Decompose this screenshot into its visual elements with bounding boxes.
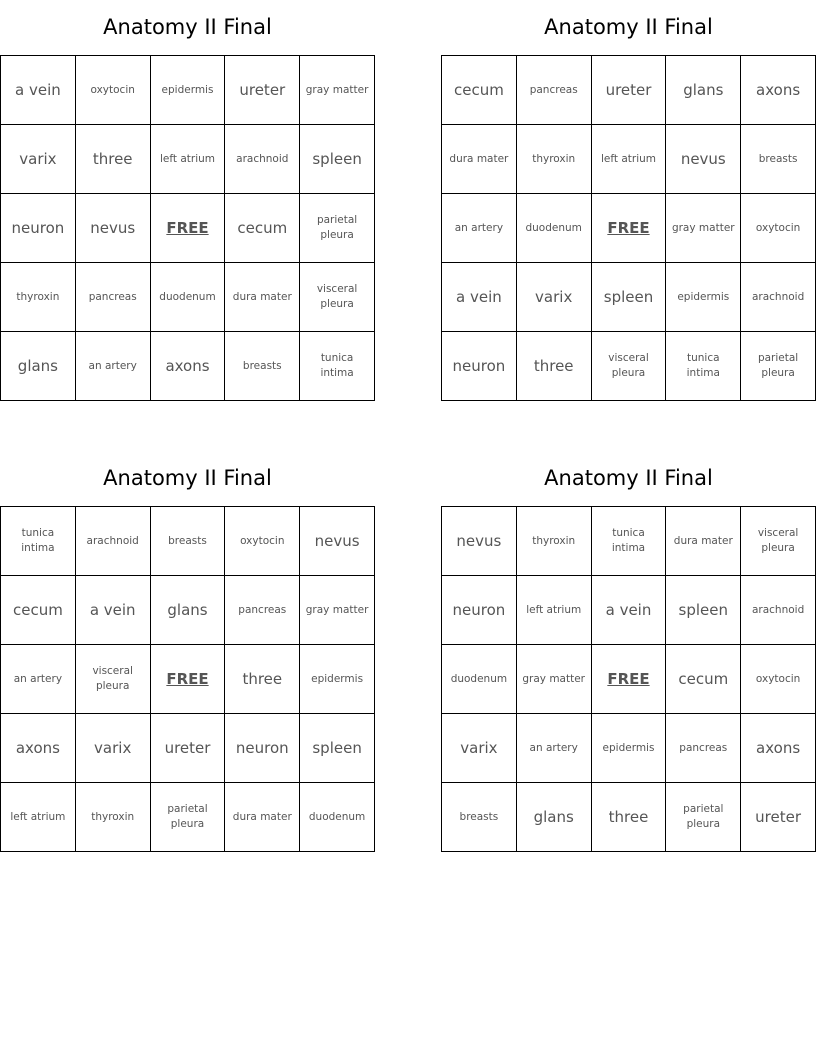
card-title: Anatomy II Final: [544, 466, 713, 490]
free-space: FREE: [151, 645, 226, 714]
bingo-cell: visceral pleura: [300, 263, 375, 332]
bingo-cell: neuron: [442, 332, 517, 401]
bingo-cell: visceral pleura: [741, 507, 816, 576]
bingo-cell: pancreas: [76, 263, 151, 332]
bingo-grid: [0, 506, 375, 852]
bingo-cell: three: [225, 645, 300, 714]
bingo-cell: axons: [1, 714, 76, 783]
bingo-grid: [441, 55, 816, 401]
bingo-cell: cecum: [666, 645, 741, 714]
bingo-cell: gray matter: [666, 194, 741, 263]
bingo-cell: spleen: [300, 714, 375, 783]
bingo-cell: an artery: [442, 194, 517, 263]
bingo-cell: ureter: [592, 56, 667, 125]
bingo-cell: ureter: [151, 714, 226, 783]
bingo-cell: nevus: [666, 125, 741, 194]
bingo-grid: [441, 506, 816, 852]
free-space: FREE: [151, 194, 226, 263]
bingo-cell: nevus: [76, 194, 151, 263]
bingo-cell: varix: [517, 263, 592, 332]
card-title: Anatomy II Final: [544, 15, 713, 39]
bingo-cell: thyroxin: [1, 263, 76, 332]
card-title: Anatomy II Final: [103, 466, 272, 490]
bingo-cell: an artery: [517, 714, 592, 783]
bingo-cell: left atrium: [151, 125, 226, 194]
bingo-cell: varix: [442, 714, 517, 783]
bingo-cell: tunica intima: [300, 332, 375, 401]
bingo-cell: arachnoid: [741, 576, 816, 645]
bingo-cell: parietal pleura: [300, 194, 375, 263]
bingo-cell: breasts: [151, 507, 226, 576]
bingo-card-1: [0, 0, 375, 401]
bingo-cell: cecum: [1, 576, 76, 645]
bingo-cell: epidermis: [592, 714, 667, 783]
bingo-cell: left atrium: [517, 576, 592, 645]
bingo-cell: glans: [151, 576, 226, 645]
bingo-cell: visceral pleura: [76, 645, 151, 714]
bingo-cell: ureter: [741, 783, 816, 852]
bingo-cell: nevus: [442, 507, 517, 576]
bingo-cell: axons: [151, 332, 226, 401]
bingo-cell: varix: [1, 125, 76, 194]
bingo-cell: neuron: [442, 576, 517, 645]
bingo-cell: an artery: [1, 645, 76, 714]
bingo-cell: pancreas: [225, 576, 300, 645]
bingo-cell: three: [517, 332, 592, 401]
bingo-card-3: [0, 451, 375, 852]
bingo-cell: tunica intima: [592, 507, 667, 576]
bingo-cell: a vein: [76, 576, 151, 645]
bingo-cell: glans: [1, 332, 76, 401]
bingo-cell: neuron: [1, 194, 76, 263]
bingo-cell: spleen: [666, 576, 741, 645]
bingo-cell: spleen: [592, 263, 667, 332]
bingo-cell: tunica intima: [666, 332, 741, 401]
bingo-cell: left atrium: [592, 125, 667, 194]
card-title: Anatomy II Final: [103, 15, 272, 39]
bingo-cell: duodenum: [300, 783, 375, 852]
bingo-cell: glans: [517, 783, 592, 852]
bingo-cell: dura mater: [225, 263, 300, 332]
bingo-cell: oxytocin: [741, 194, 816, 263]
bingo-cell: oxytocin: [225, 507, 300, 576]
bingo-cell: oxytocin: [741, 645, 816, 714]
bingo-cell: a vein: [1, 56, 76, 125]
bingo-cell: breasts: [741, 125, 816, 194]
bingo-cell: breasts: [225, 332, 300, 401]
bingo-cell: three: [592, 783, 667, 852]
bingo-cell: tunica intima: [1, 507, 76, 576]
bingo-cell: gray matter: [517, 645, 592, 714]
bingo-cell: three: [76, 125, 151, 194]
bingo-cell: parietal pleura: [151, 783, 226, 852]
bingo-cell: ureter: [225, 56, 300, 125]
bingo-cell: an artery: [76, 332, 151, 401]
bingo-cell: axons: [741, 56, 816, 125]
bingo-cell: nevus: [300, 507, 375, 576]
bingo-cell: breasts: [442, 783, 517, 852]
bingo-cell: oxytocin: [76, 56, 151, 125]
bingo-cell: epidermis: [666, 263, 741, 332]
bingo-cell: duodenum: [151, 263, 226, 332]
bingo-grid: [0, 55, 375, 401]
bingo-cell: arachnoid: [741, 263, 816, 332]
bingo-cell: spleen: [300, 125, 375, 194]
bingo-cell: pancreas: [666, 714, 741, 783]
bingo-card-4: [441, 451, 816, 852]
bingo-cell: glans: [666, 56, 741, 125]
bingo-cell: dura mater: [442, 125, 517, 194]
bingo-cell: thyroxin: [76, 783, 151, 852]
bingo-cell: cecum: [442, 56, 517, 125]
bingo-cell: parietal pleura: [666, 783, 741, 852]
bingo-cell: arachnoid: [225, 125, 300, 194]
bingo-cell: duodenum: [442, 645, 517, 714]
bingo-card-2: [441, 0, 816, 401]
bingo-cell: varix: [76, 714, 151, 783]
bingo-cell: visceral pleura: [592, 332, 667, 401]
bingo-cell: thyroxin: [517, 507, 592, 576]
bingo-cell: a vein: [592, 576, 667, 645]
bingo-cell: thyroxin: [517, 125, 592, 194]
bingo-cell: neuron: [225, 714, 300, 783]
bingo-cell: a vein: [442, 263, 517, 332]
free-space: FREE: [592, 194, 667, 263]
bingo-cell: gray matter: [300, 56, 375, 125]
bingo-cell: cecum: [225, 194, 300, 263]
bingo-cell: epidermis: [151, 56, 226, 125]
bingo-cell: epidermis: [300, 645, 375, 714]
bingo-cell: axons: [741, 714, 816, 783]
bingo-cell: left atrium: [1, 783, 76, 852]
bingo-cell: dura mater: [666, 507, 741, 576]
bingo-cell: pancreas: [517, 56, 592, 125]
free-space: FREE: [592, 645, 667, 714]
bingo-cell: arachnoid: [76, 507, 151, 576]
bingo-cell: gray matter: [300, 576, 375, 645]
bingo-cell: parietal pleura: [741, 332, 816, 401]
bingo-cell: duodenum: [517, 194, 592, 263]
bingo-cell: dura mater: [225, 783, 300, 852]
